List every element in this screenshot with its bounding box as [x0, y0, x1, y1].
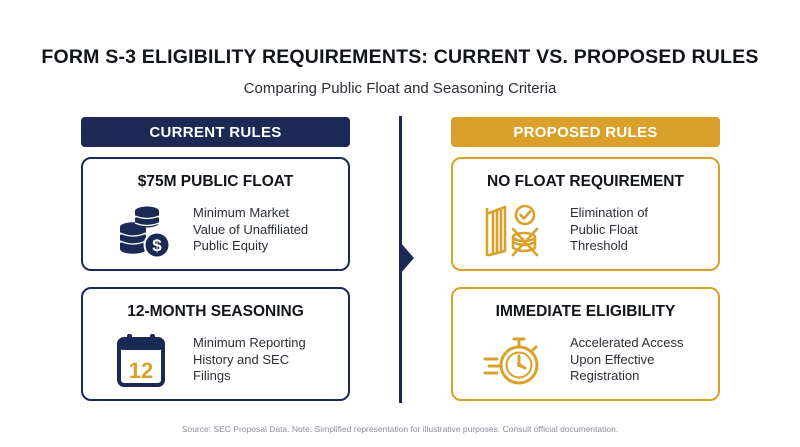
card-title: 12-MONTH SEASONING	[127, 303, 304, 320]
card-description: Elimination of Public Float Threshold	[570, 205, 649, 253]
page-title: FORM S-3 ELIGIBILITY REQUIREMENTS: CURRENT VS. PROPOSED RULES	[41, 46, 759, 68]
svg-text:12: 12	[128, 358, 154, 383]
current-public-float-card	[81, 157, 350, 271]
card-description: Minimum Reporting History and SEC Filings	[193, 335, 306, 383]
proposed-no-float-card	[451, 157, 720, 271]
card-description: Minimum Market Value of Unaffiliated Public Equity	[193, 205, 309, 253]
card-title: NO FLOAT REQUIREMENT	[487, 173, 684, 190]
coins-dollar-icon	[111, 199, 175, 263]
current-seasoning-card	[81, 287, 350, 401]
svg-text:$: $	[152, 236, 162, 255]
current-rules-header: CURRENT RULES	[81, 117, 350, 147]
stopwatch-icon	[481, 329, 545, 393]
page-subtitle: Comparing Public Float and Seasoning Criteria	[243, 80, 557, 97]
proposed-rules-header: PROPOSED RULES	[451, 117, 720, 147]
open-gate-checkmark-icon	[481, 199, 545, 263]
card-description: Accelerated Access Upon Effective Registration	[570, 335, 684, 383]
source-note: Source: SEC Proposal Data. Note: Simplified representation for illustrative purposes. Consult official documentation.	[181, 424, 619, 434]
arrow-right-icon	[400, 242, 414, 274]
calendar-icon	[111, 329, 175, 393]
card-title: IMMEDIATE ELIGIBILITY	[495, 303, 676, 320]
card-title: $75M PUBLIC FLOAT	[137, 173, 294, 190]
proposed-immediate-eligibility-card	[451, 287, 720, 401]
